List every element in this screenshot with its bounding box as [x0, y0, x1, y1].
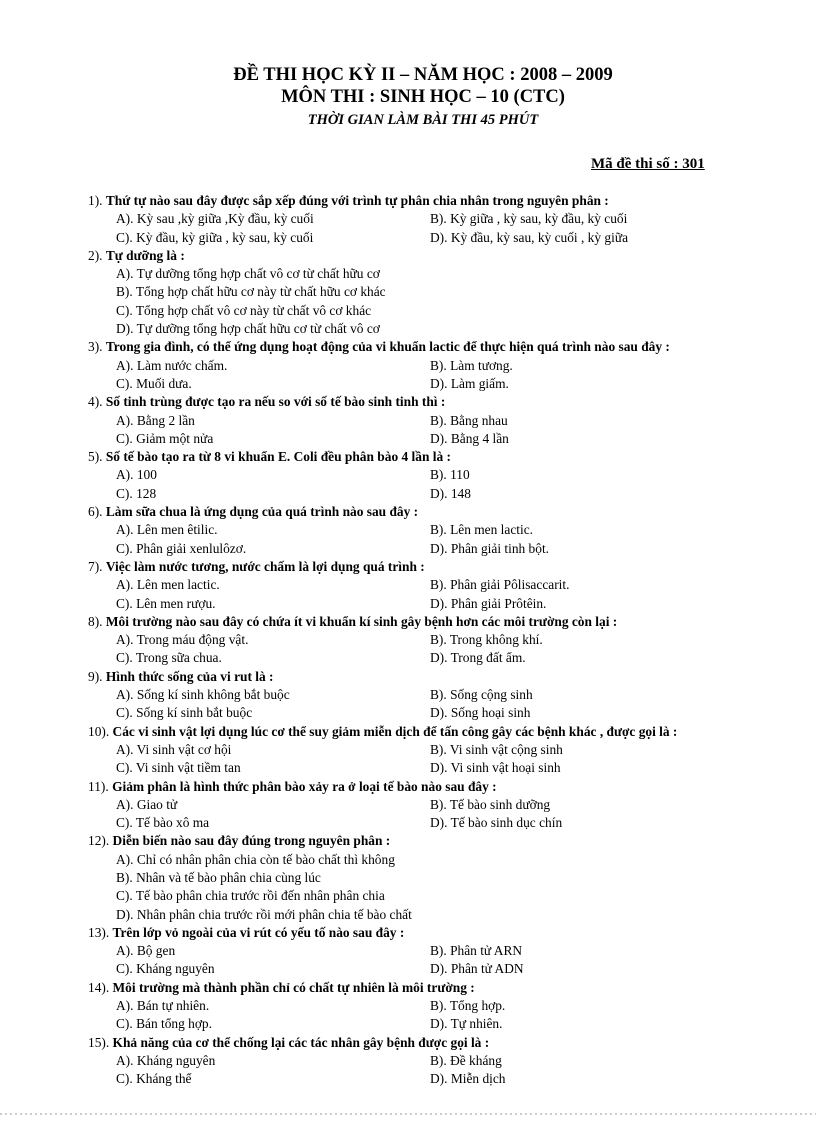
answer-options	[116, 576, 788, 613]
answer-option-d: D). Sống hoại sinh	[430, 705, 531, 721]
question-stem: Môi trường nào sau đây có chứa ít vi khuẩn kí sinh gây bệnh hơn các môi trường còn lại :	[105, 613, 618, 629]
question-7	[88, 558, 788, 613]
answer-option-c: C). Phân giải xenlulôzơ.	[116, 540, 247, 556]
question-number: 7).	[88, 558, 106, 574]
question-number: 13).	[88, 924, 113, 940]
answer-option-b: B). Bằng nhau	[430, 412, 508, 428]
answer-option-c: C). Kháng thể	[116, 1071, 192, 1087]
answer-option-a: A). Tự dưỡng tổng hợp chất vô cơ từ chất hữu cơ	[116, 266, 380, 282]
question-number: 4).	[88, 394, 106, 410]
answer-option-d: D). Nhân phân chia trước rồi mới phân chia tế bào chất	[116, 906, 412, 922]
exam-code: Mã đề thi số : 301	[591, 156, 705, 172]
question-number: 11).	[88, 778, 113, 794]
question-number: 9).	[88, 668, 106, 684]
answer-option-c: C). Tế bào xô ma	[116, 815, 210, 831]
answer-option-b: B). Vi sinh vật cộng sinh	[430, 741, 563, 757]
answer-option-a: A). Vi sinh vật cơ hội	[116, 741, 232, 757]
question-number: 12).	[88, 833, 113, 849]
question-2	[88, 247, 788, 338]
question-stem: Số tế bào tạo ra từ 8 vi khuẩn E. Coli đều phân bào 4 lần là :	[105, 449, 451, 465]
answer-option-b: B). Sống cộng sinh	[430, 687, 533, 703]
answer-option-c: C). Tế bào phân chia trước rồi đến nhân phân chia	[116, 888, 385, 904]
answer-option-a: A). Chỉ có nhân phân chia còn tế bào chất thì không	[116, 851, 395, 867]
answer-option-c: C). Muối dưa.	[116, 375, 192, 391]
question-stem: Tự dưỡng là :	[105, 247, 185, 263]
question-number: 3).	[88, 339, 106, 355]
question-number: 15).	[88, 1034, 113, 1050]
question-stem: Các vi sinh vật lợi dụng lúc cơ thể suy giảm miễn dịch để tấn công gây các bệnh khác , được gọi là :	[112, 723, 678, 739]
question-text	[88, 192, 788, 210]
question-text	[88, 448, 788, 466]
answer-options	[116, 357, 788, 394]
answer-option-c: C). 128	[116, 485, 157, 501]
question-stem: Trong gia đình, có thể ứng dụng hoạt động của vi khuẩn lactic để thực hiện quá trình nào sau đây :	[105, 339, 670, 355]
answer-option-b: B). Tổng hợp.	[430, 998, 506, 1014]
page-bottom-divider	[0, 1113, 816, 1115]
question-text	[88, 558, 788, 576]
exam-title: ĐỀ THI HỌC KỲ II – NĂM HỌC : 2008 – 2009	[233, 65, 613, 85]
answer-option-c: C). Kháng nguyên	[116, 961, 215, 977]
question-stem: Hình thức sống của vi rut là :	[105, 668, 274, 684]
answer-option-d: D). Trong đất ẩm.	[430, 650, 526, 666]
question-3	[88, 338, 788, 393]
answer-option-b: B). Tổng hợp chất hữu cơ này từ chất hữu cơ khác	[116, 284, 386, 300]
answer-options	[116, 686, 788, 723]
answer-options	[116, 741, 788, 778]
question-11	[88, 778, 788, 833]
question-stem: Diễn biến nào sau đây đúng trong nguyên phân :	[112, 833, 391, 849]
question-number: 10).	[88, 723, 113, 739]
question-4	[88, 393, 788, 448]
answer-option-d: D). Kỳ đầu, kỳ sau, kỳ cuối , kỳ giữa	[430, 229, 629, 245]
answer-option-a: A). Kháng nguyên	[116, 1052, 216, 1068]
answer-option-d: D). Vi sinh vật hoại sinh	[430, 760, 561, 776]
answer-options	[116, 942, 788, 979]
question-stem: Giảm phân là hình thức phân bào xảy ra ở loại tế bào nào sau đây :	[112, 778, 497, 794]
answer-option-c: C). Lên men rượu.	[116, 595, 216, 611]
question-5	[88, 448, 788, 503]
question-stem: Làm sữa chua là ứng dụng của quá trình nào sau đây :	[105, 504, 419, 520]
question-text	[88, 832, 788, 850]
answer-options	[116, 1052, 788, 1089]
answer-options	[116, 265, 788, 338]
answer-option-c: C). Giảm một nửa	[116, 430, 214, 446]
answer-option-d: D). Làm giấm.	[430, 375, 509, 391]
question-15	[88, 1034, 788, 1089]
question-12	[88, 832, 788, 923]
answer-option-c: C). Trong sữa chua.	[116, 650, 222, 666]
answer-options	[116, 631, 788, 668]
answer-option-d: D). Tế bào sinh dục chín	[430, 815, 563, 831]
question-14	[88, 979, 788, 1034]
answer-options	[116, 796, 788, 833]
question-number: 8).	[88, 613, 106, 629]
answer-option-a: A). 100	[116, 467, 157, 483]
question-stem: Việc làm nước tương, nước chấm là lợi dụng quá trình :	[105, 558, 425, 574]
question-text	[88, 338, 788, 356]
answer-options	[116, 412, 788, 449]
question-number: 5).	[88, 449, 106, 465]
answer-option-b: B). Phân giải Pôlisaccarit.	[430, 577, 570, 593]
exam-subject: MÔN THI : SINH HỌC – 10 (CTC)	[281, 87, 565, 107]
exam-time: THỜI GIAN LÀM BÀI THI 45 PHÚT	[307, 112, 539, 128]
answer-option-a: A). Lên men lactic.	[116, 577, 220, 593]
question-number: 14).	[88, 979, 113, 995]
question-stem: Khả năng của cơ thể chống lại các tác nhân gây bệnh được gọi là :	[112, 1034, 490, 1050]
answer-option-a: A). Lên men êtilic.	[116, 522, 218, 538]
question-text	[88, 668, 788, 686]
answer-option-b: B). Đề kháng	[430, 1052, 502, 1068]
answer-option-b: B). Lên men lactic.	[430, 522, 533, 538]
answer-option-a: A). Bán tự nhiên.	[116, 998, 210, 1014]
answer-option-c: C). Tổng hợp chất vô cơ này từ chất vô cơ khác	[116, 302, 372, 318]
answer-option-b: B). Phân tử ARN	[430, 943, 523, 959]
question-9	[88, 668, 788, 723]
answer-option-d: D). Bằng 4 lần	[430, 430, 509, 446]
question-number: 6).	[88, 504, 106, 520]
answer-option-a: A). Làm nước chấm.	[116, 357, 228, 373]
question-text	[88, 503, 788, 521]
answer-options	[116, 851, 788, 924]
answer-option-d: D). Tự dưỡng tổng hợp chất hữu cơ từ chất vô cơ	[116, 321, 380, 337]
answer-options	[116, 521, 788, 558]
answer-option-a: A). Trong máu động vật.	[116, 632, 249, 648]
answer-option-d: D). Phân tử ADN	[430, 961, 524, 977]
question-stem: Số tinh trùng được tạo ra nếu so với số tế bào sinh tinh thì :	[105, 394, 446, 410]
answer-option-c: C). Bán tổng hợp.	[116, 1016, 212, 1032]
question-6	[88, 503, 788, 558]
question-stem: Thứ tự nào sau đây được sắp xếp đúng với trình tự phân chia nhân trong nguyên phân :	[105, 193, 609, 208]
question-10	[88, 723, 788, 778]
question-text	[88, 778, 788, 796]
question-1	[88, 192, 788, 247]
question-8	[88, 613, 788, 668]
answer-option-c: C). Vi sinh vật tiềm tan	[116, 760, 241, 776]
answer-option-a: A). Bộ gen	[116, 943, 176, 959]
answer-option-c: C). Kỳ đầu, kỳ giữa , kỳ sau, kỳ cuối	[116, 229, 314, 245]
answer-option-b: B). Làm tương.	[430, 357, 513, 373]
answer-option-c: C). Sống kí sinh bắt buộc	[116, 705, 253, 721]
question-list	[88, 192, 788, 1089]
question-text	[88, 979, 788, 997]
answer-options	[116, 466, 788, 503]
question-text	[88, 393, 788, 411]
question-number: 2).	[88, 247, 106, 263]
answer-option-d: D). 148	[430, 485, 471, 501]
answer-options	[116, 210, 788, 247]
answer-option-d: D). Tự nhiên.	[430, 1016, 503, 1032]
answer-option-b: B). Tế bào sinh dưỡng	[430, 796, 551, 812]
answer-option-b: B). Nhân và tế bào phân chia cùng lúc	[116, 869, 321, 885]
question-text	[88, 924, 788, 942]
answer-option-a: A). Bằng 2 lần	[116, 412, 195, 428]
answer-option-b: B). Trong không khí.	[430, 632, 543, 648]
answer-option-a: A). Sống kí sinh không bắt buộc	[116, 687, 290, 703]
answer-option-d: D). Phân giải Prôtêin.	[430, 595, 547, 611]
answer-option-d: D). Miễn dịch	[430, 1071, 506, 1087]
question-13	[88, 924, 788, 979]
question-stem: Môi trường mà thành phần chỉ có chất tự nhiên là môi trường :	[112, 979, 475, 995]
answer-option-a: A). Kỳ sau ,kỳ giữa ,Kỳ đầu, kỳ cuối	[116, 211, 314, 227]
question-text	[88, 247, 788, 265]
answer-option-b: B). Kỳ giữa , kỳ sau, kỳ đầu, kỳ cuối	[430, 211, 628, 227]
question-text	[88, 1034, 788, 1052]
answer-option-b: B). 110	[430, 467, 470, 483]
question-text	[88, 723, 788, 741]
answer-option-a: A). Giao tử	[116, 796, 178, 812]
question-stem: Trên lớp vỏ ngoài của vi rút có yếu tố nào sau đây :	[112, 924, 405, 940]
exam-header	[0, 64, 816, 130]
question-number: 1).	[88, 193, 106, 208]
answer-option-d: D). Phân giải tinh bột.	[430, 540, 550, 556]
answer-options	[116, 997, 788, 1034]
question-text	[88, 613, 788, 631]
